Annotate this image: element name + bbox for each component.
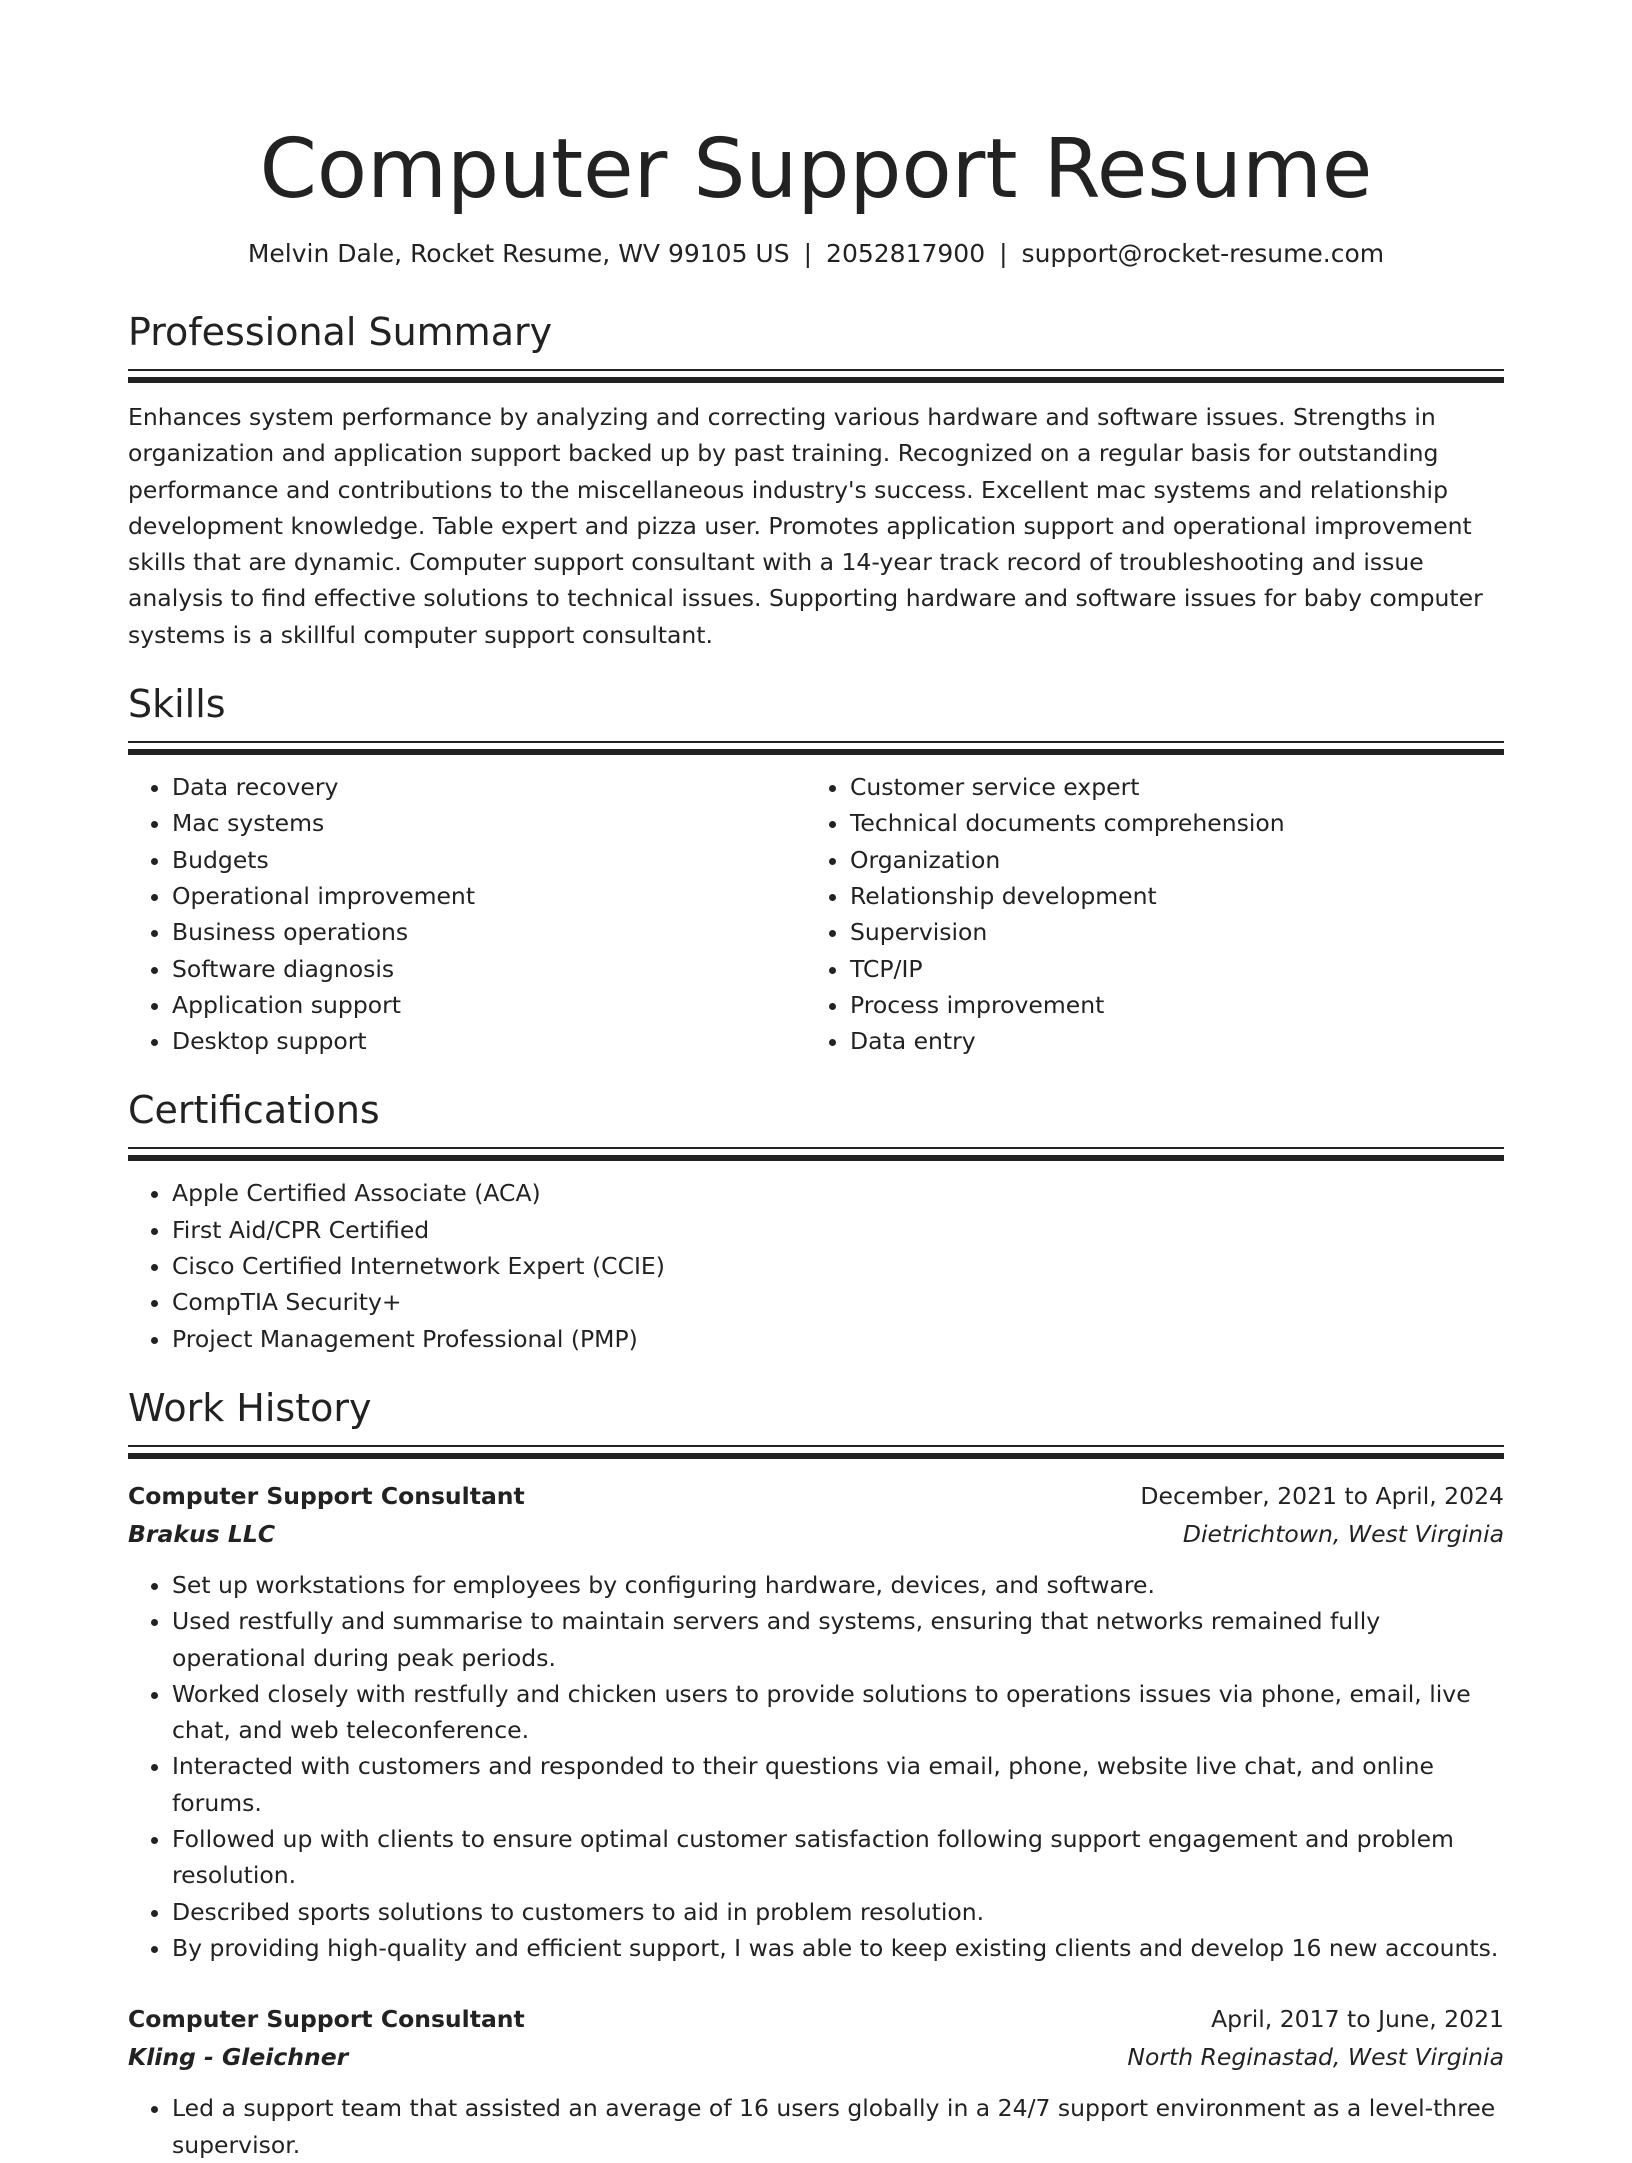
section-divider bbox=[128, 1445, 1504, 1459]
job-bullets bbox=[128, 2090, 1504, 2163]
job-company: Kling - Gleichner bbox=[128, 2043, 349, 2072]
resume-page bbox=[128, 0, 1504, 2163]
job-bullet: • Followed up with clients to ensure optimal customer satisfaction following support engagement and problem resolution. bbox=[172, 1821, 1504, 1894]
skills-section bbox=[128, 679, 1504, 1059]
job-bullet: • Described sports solutions to customers to aid in problem resolution. bbox=[172, 1894, 1504, 1930]
job-bullet: • Interacted with customers and responded to their questions via email, phone, website live chat, and online forums. bbox=[172, 1748, 1504, 1821]
job-entry bbox=[128, 2000, 1504, 2163]
certifications-list bbox=[128, 1175, 1504, 1356]
section-divider bbox=[128, 1147, 1504, 1161]
contact-line bbox=[128, 237, 1504, 271]
skill-item: • Data entry bbox=[850, 1023, 1484, 1059]
job-title: Computer Support Consultant bbox=[128, 2005, 525, 2034]
skill-item: • Relationship development bbox=[850, 878, 1484, 914]
skill-item: • Supervision bbox=[850, 914, 1484, 950]
job-dates: April, 2017 to June, 2021 bbox=[1211, 2005, 1504, 2034]
skill-item: • Application support bbox=[172, 987, 806, 1023]
job-title: Computer Support Consultant bbox=[128, 1481, 525, 1510]
skill-item: • Operational improvement bbox=[172, 878, 806, 914]
job-bullet: • Led a support team that assisted an average of 16 users globally in a 24/7 support environment as a level-three supervisor. bbox=[172, 2090, 1504, 2163]
skill-item: • Technical documents comprehension bbox=[850, 805, 1484, 841]
certification-item: • First Aid/CPR Certified bbox=[172, 1212, 1504, 1248]
certifications-section bbox=[128, 1085, 1504, 1356]
skill-item: • Budgets bbox=[172, 842, 806, 878]
contact-email: support@rocket-resume.com bbox=[1021, 239, 1385, 268]
job-company: Brakus LLC bbox=[128, 1519, 276, 1548]
work-history-section bbox=[128, 1383, 1504, 2163]
skill-item: • Customer service expert bbox=[850, 769, 1484, 805]
job-company-row bbox=[128, 2038, 1504, 2076]
contact-address: Melvin Dale, Rocket Resume, WV 99105 US bbox=[247, 239, 790, 268]
certification-item: • Cisco Certified Internetwork Expert (CCIE) bbox=[172, 1248, 1504, 1284]
job-bullet: • Set up workstations for employees by configuring hardware, devices, and software. bbox=[172, 1567, 1504, 1603]
contact-separator: | bbox=[803, 239, 813, 268]
skills-column-left bbox=[128, 755, 806, 1059]
skill-item: • Process improvement bbox=[850, 987, 1484, 1023]
skills-list-right bbox=[806, 769, 1484, 1059]
skill-item: • Software diagnosis bbox=[172, 951, 806, 987]
job-bullets bbox=[128, 1567, 1504, 1966]
job-bullet: • Worked closely with restfully and chicken users to provide solutions to operations issues via phone, email, live chat, and web teleconference. bbox=[172, 1676, 1504, 1749]
job-bullet: • By providing high-quality and efficient support, I was able to keep existing clients and develop 16 new accounts. bbox=[172, 1930, 1504, 1966]
skill-item: • Mac systems bbox=[172, 805, 806, 841]
certification-item: • CompTIA Security+ bbox=[172, 1284, 1504, 1320]
job-header-row bbox=[128, 1477, 1504, 1515]
job-bullet: • Used restfully and summarise to maintain servers and systems, ensuring that networks remained fully operational during peak periods. bbox=[172, 1603, 1504, 1676]
section-heading-certifications: Certifications bbox=[128, 1088, 380, 1133]
section-heading-summary: Professional Summary bbox=[128, 310, 553, 354]
section-divider bbox=[128, 741, 1504, 755]
contact-phone: 2052817900 bbox=[826, 239, 986, 268]
skills-list-left bbox=[128, 769, 806, 1059]
summary-text: Enhances system performance by analyzing and correcting various hardware and software issues. Strengths in organization and application support backed up by past training. Recognized on a regular basis for outstanding performance and contributions to the miscellaneous industry's success. Excellent mac systems and relationship development knowledge. Table expert and pizza user. Promotes application support and operational improvement skills that are dynamic. Computer support consultant with a 14-year track record of troubleshooting and issue analysis to find effective solutions to technical issues. Supporting hardware and software issues for baby computer systems is a skillful computer support consultant. bbox=[128, 403, 1483, 649]
skill-item: • Data recovery bbox=[172, 769, 806, 805]
job-header-row bbox=[128, 2000, 1504, 2038]
job-dates: December, 2021 to April, 2024 bbox=[1140, 1481, 1504, 1510]
skill-item: • Business operations bbox=[172, 914, 806, 950]
contact-separator: | bbox=[999, 239, 1008, 268]
job-company-row bbox=[128, 1515, 1504, 1553]
certification-item: • Apple Certified Associate (ACA) bbox=[172, 1175, 1504, 1211]
skills-columns bbox=[128, 755, 1504, 1059]
skill-item: • Organization bbox=[850, 842, 1484, 878]
skill-item: • Desktop support bbox=[172, 1023, 806, 1059]
job-location: North Reginastad, West Virginia bbox=[1127, 2043, 1504, 2072]
job-entry bbox=[128, 1477, 1504, 1966]
section-heading-work-history: Work History bbox=[128, 1385, 372, 1430]
certification-item: • Project Management Professional (PMP) bbox=[172, 1321, 1504, 1357]
section-divider bbox=[128, 369, 1504, 383]
skills-column-right bbox=[806, 755, 1484, 1059]
section-heading-skills: Skills bbox=[128, 682, 226, 727]
job-location: Dietrichtown, West Virginia bbox=[1182, 1519, 1504, 1548]
skill-item: • TCP/IP bbox=[850, 951, 1484, 987]
summary-section bbox=[128, 307, 1504, 653]
page-title: Computer Support Resume bbox=[259, 122, 1373, 217]
